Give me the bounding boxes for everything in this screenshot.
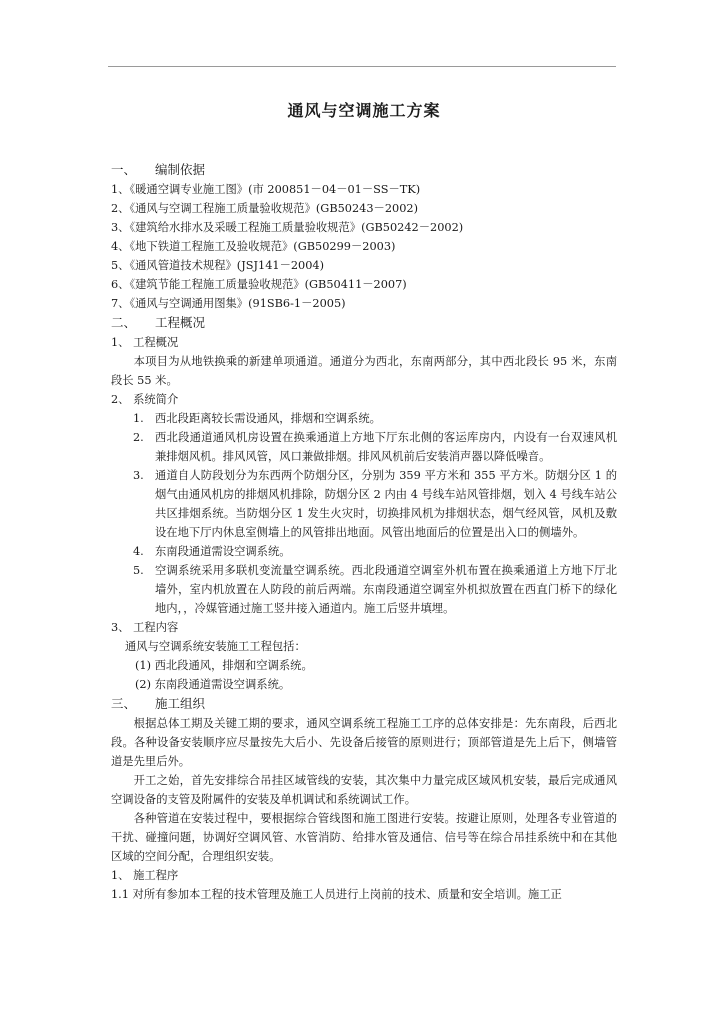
content-intro: 通风与空调系统安装施工工程包括： [125, 640, 306, 653]
subsection-heading: 3、 工程内容 [111, 621, 179, 634]
section-number: 二、 [111, 315, 137, 330]
section-heading-basis [111, 160, 617, 180]
item-text: 西北段通道通风机房设置在换乘通道上方地下厅东北侧的客运库房内，内设有一台双速风机兼排烟风机。排风风管，风口兼做排烟。排风风机前后安装消声器以降低噪音。 [155, 431, 617, 463]
section-title: 工程概况 [155, 315, 206, 330]
system-item [133, 409, 617, 428]
reference-item: 3、《建筑给水排水及采暖工程施工质量验收规范》(GB50242－2002) [111, 221, 464, 234]
procedure-text: 1.1 对所有参加本工程的技术管理及施工人员进行上岗前的技术、质量和安全培训。施工正 [111, 888, 562, 901]
section-title: 施工组织 [155, 696, 206, 711]
reference-item: 5、《通风管道技术规程》(JSJ141－2004) [111, 259, 325, 272]
reference-item: 4、《地下铁道工程施工及验收规范》(GB50299－2003) [111, 240, 396, 253]
system-item [133, 542, 617, 561]
section-heading-organization [111, 694, 617, 714]
item-number: 3. [133, 469, 144, 482]
item-text: 通道自人防段划分为东西两个防烟分区，分别为 359 平方米和 355 平方米。防烟分区 1 的烟气由通风机房的排烟风机排除，防烟分区 2 内由 4 号线车站风管排烟，划入 4 号线车站公共区排烟系统。当防烟分区 1 发生火灾时，切换排风机为排烟状态，烟气经风管，风机及敷设在地下厅内休息室侧墙上的风管排出地面。风管出地面后的位置是出入口的侧墙外。 [155, 469, 617, 539]
subsection-heading: 1、 工程概况 [111, 336, 179, 349]
document-body [111, 100, 617, 904]
item-number: 2. [133, 431, 144, 444]
item-text: 东南段通道需设空调系统。 [155, 545, 291, 558]
system-item [133, 466, 617, 542]
system-item [133, 428, 617, 466]
system-item [133, 561, 617, 618]
header-rule [108, 66, 616, 67]
reference-item: 6、《建筑节能工程施工质量验收规范》(GB50411－2007) [111, 278, 407, 291]
section-number: 一、 [111, 162, 137, 177]
reference-item: 7、《通风与空调通用图集》(91SB6-1－2005) [111, 297, 346, 310]
section-number: 三、 [111, 696, 137, 711]
item-number: 5. [133, 564, 144, 577]
document-title: 通风与空调施工方案 [287, 101, 441, 120]
organization-paragraph: 开工之始，首先安排综合吊挂区域管线的安装，其次集中力量完成区域风机安装，最后完成通风空调设备的支管及附属件的安装及单机调试和系统调试工作。 [111, 774, 617, 806]
item-text: 西北段距离较长需设通风，排烟和空调系统。 [155, 412, 381, 425]
subsection-heading: 1、 施工程序 [111, 869, 179, 882]
item-number: 4. [133, 545, 144, 558]
item-text: 空调系统采用多联机变流量空调系统。西北段通道空调室外机布置在换乘通道上方地下厅北墙外，室内机放置在人防段的前后两端。东南段通道空调室外机拟放置在西直门桥下的绿化地内，，冷媒管通过施工竖井接入通道内。施工后竖井填埋。 [155, 564, 617, 615]
organization-paragraph: 各种管道在安装过程中，要根据综合管线图和施工图进行安装。按避让原则，处理各专业管道的干扰、碰撞问题，协调好空调风管、水管消防、给排水管及通信、信号等在综合吊挂系统中和在其他区域的空间分配，合理组织安装。 [111, 812, 617, 863]
item-number: 1. [133, 412, 144, 425]
content-item: (2) 东南段通道需设空调系统。 [135, 678, 291, 691]
reference-item: 2、《通风与空调工程施工质量验收规范》(GB50243－2002) [111, 202, 419, 215]
subsection-heading: 2、 系统简介 [111, 393, 179, 406]
organization-paragraph: 根据总体工期及关键工期的要求，通风空调系统工程施工工序的总体安排是：先东南段，后西北段。各种设备安装顺序应尽量按先大后小、先设备后接管的原则进行；顶部管道是先上后下，侧墙管道是先里后外。 [111, 717, 617, 768]
section-title: 编制依据 [155, 162, 206, 177]
overview-paragraph: 本项目为从地铁换乘的新建单项通道。通道分为西北，东南两部分，其中西北段长 95 米，东南段长 55 米。 [111, 355, 617, 387]
reference-item: 1、《暖通空调专业施工图》(市 200851－04－01－SS－TK) [111, 183, 421, 196]
content-item: (1) 西北段通风，排烟和空调系统。 [135, 659, 313, 672]
section-heading-overview [111, 313, 617, 333]
